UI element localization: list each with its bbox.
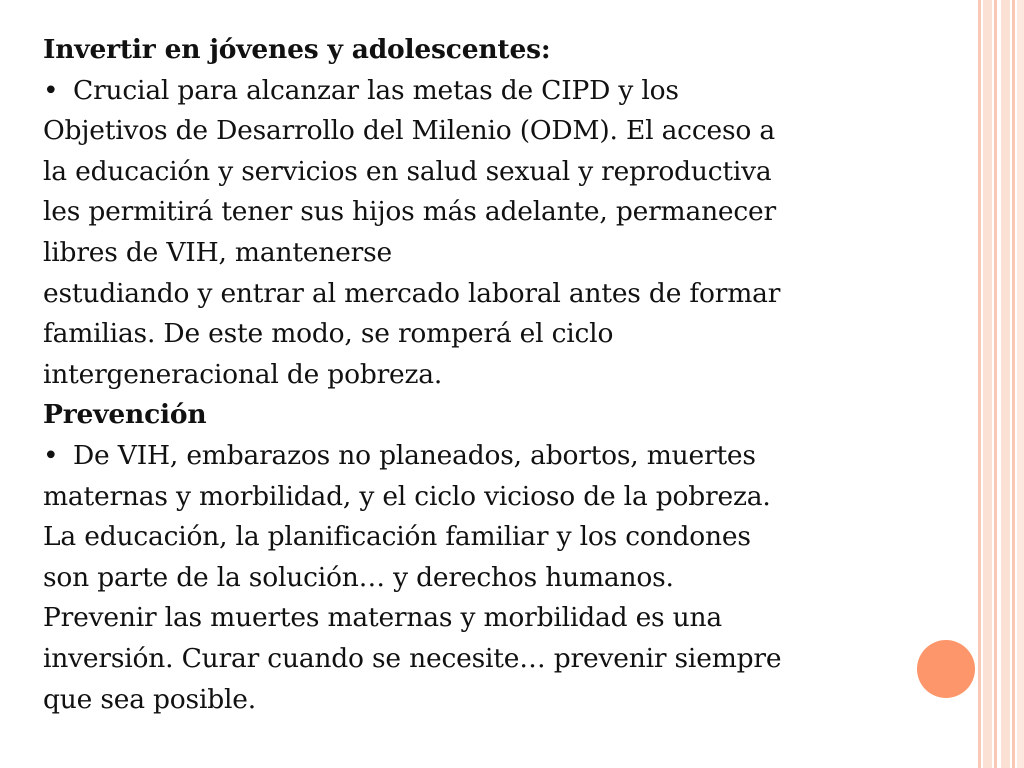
text-line: familias. De este modo, se romperá el ciclo [43,318,614,350]
text-line: De VIH, embarazos no planeados, abortos, muertes [73,439,756,471]
text-line: La educación, la planificación familiar y los condones [43,521,751,553]
bullet-line [43,436,933,477]
bullet-line [43,71,933,112]
text-line: son parte de la solución… y derechos humanos. [43,561,674,593]
border-stripe [994,0,997,768]
text-line: Prevenir las muertes maternas y morbilidad es una [43,602,723,634]
border-stripe [1012,0,1015,768]
text-line: intergeneracional de pobreza. [43,358,443,390]
text-line: inversión. Curar cuando se necesite… prevenir siempre [43,642,782,674]
text-line: la educación y servicios en salud sexual y reproductiva [43,155,772,187]
section-heading-prevencion: Prevención [43,399,207,431]
border-stripe [978,0,981,768]
text-line: Objetivos de Desarrollo del Milenio (ODM). El acceso a [43,115,775,147]
section-heading-invertir: Invertir en jóvenes y adolescentes: [43,34,551,65]
bullet-icon: • [43,74,59,106]
border-stripe [983,0,992,768]
text-line: Crucial para alcanzar las metas de CIPD y los [73,74,679,106]
text-line: libres de VIH, mantenerse [43,236,392,268]
text-line: les permitirá tener sus hijos más adelante, permanecer [43,196,777,228]
text-line: estudiando y entrar al mercado laboral antes de formar [43,277,781,309]
border-stripe [1001,0,1010,768]
border-stripe [1017,0,1024,768]
bullet-icon: • [43,439,59,471]
text-line: que sea posible. [43,683,256,715]
text-line: maternas y morbilidad, y el ciclo vicioso de la pobreza. [43,480,771,512]
slide-body [43,30,933,720]
